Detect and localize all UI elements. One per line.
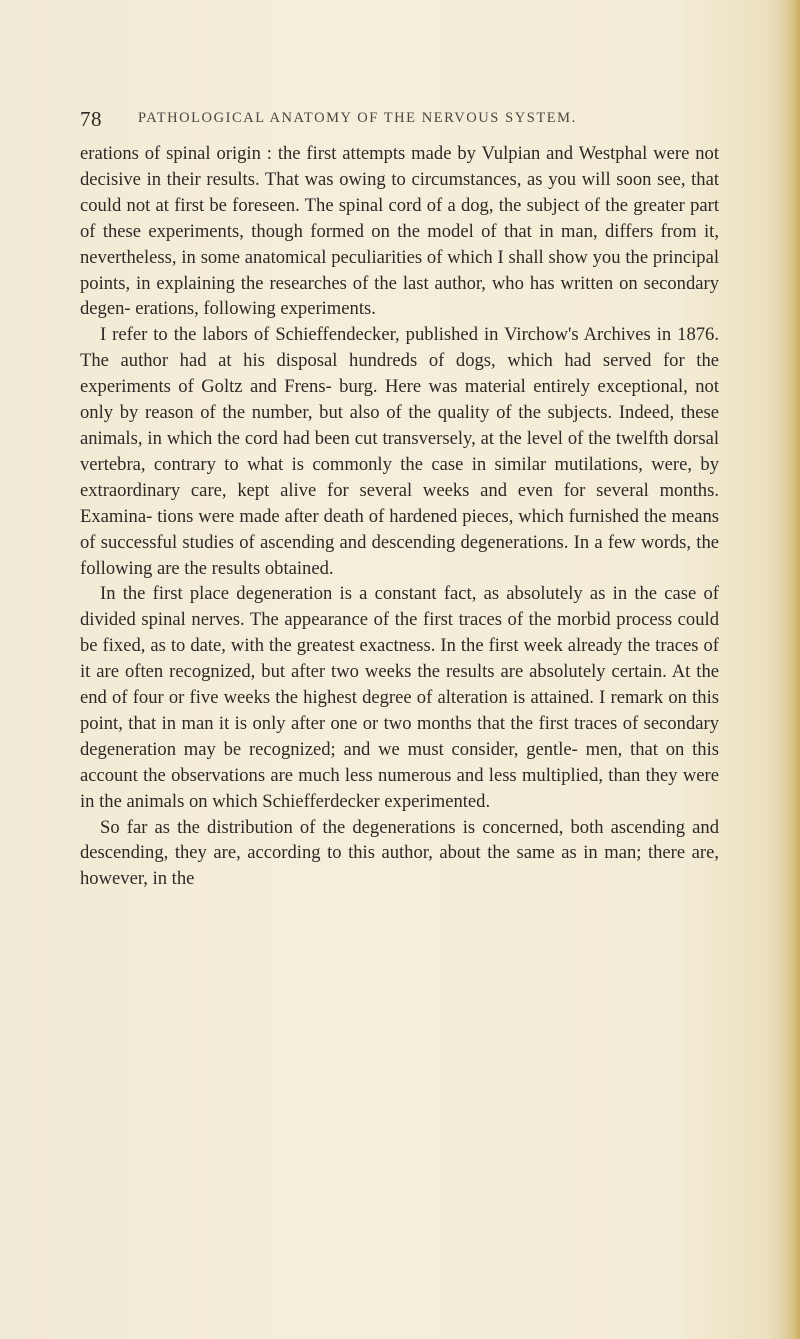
page-number: 78: [80, 107, 102, 131]
paragraph: erations of spinal origin : the first attempts made by Vulpian and Westphal were not decisive in their results. That was owing to circumstances, as you will soon see, that could not at first be foreseen. The spinal cord of a dog, the subject of the greater part of these experiments, though formed on the model of that in man, differs from it, nevertheless, in some anatomical peculiarities of which I shall show you the principal points, in explaining the researches of the last author, who has written on secondary degen- erations, following experiments.: [80, 143, 719, 320]
paragraph: In the first place degeneration is a constant fact, as absolutely as in the case of divided spinal nerves. The appearance of the first traces of the morbid process could be fixed, as to date, with the greatest exactness. In the first week already the traces of it are often recognized, but after two weeks the results are absolutely certain. At the end of four or five weeks the highest degree of alteration is attained. I remark on this point, that in man it is only after one or two months that the first traces of secondary degeneration may be recognized; and we must consider, gentle- men, that on this account the observations are much less numerous and less multiplied, than they were in the animals on which Schiefferdecker experimented.: [80, 583, 719, 812]
body-text: [80, 141, 719, 892]
paragraph: I refer to the labors of Schieffendecker, published in Virchow's Archives in 1876. The author had at his disposal hundreds of dogs, which had served for the experiments of Goltz and Frens- burg. Here was material entirely exceptional, not only by reason of the number, but also of the quality of the subjects. Indeed, these animals, in which the cord had been cut transversely, at the level of the twelfth dorsal vertebra, contrary to what is commonly the case in similar mutilations, were, by extraordinary care, kept alive for several weeks and even for several months. Examina- tions were made after death of hardened pieces, which furnished the means of successful studies of ascending and descending degenerations. In a few words, the following are the results obtained.: [80, 324, 719, 579]
page-header: [80, 107, 720, 131]
page-edge-discoloration: [782, 0, 800, 1339]
paragraph: So far as the distribution of the degenerations is concerned, both ascending and descending, they are, according to this author, about the same as in man; there are, however, in the: [80, 816, 719, 890]
running-head: PATHOLOGICAL ANATOMY OF THE NERVOUS SYSTEM.: [138, 110, 577, 126]
